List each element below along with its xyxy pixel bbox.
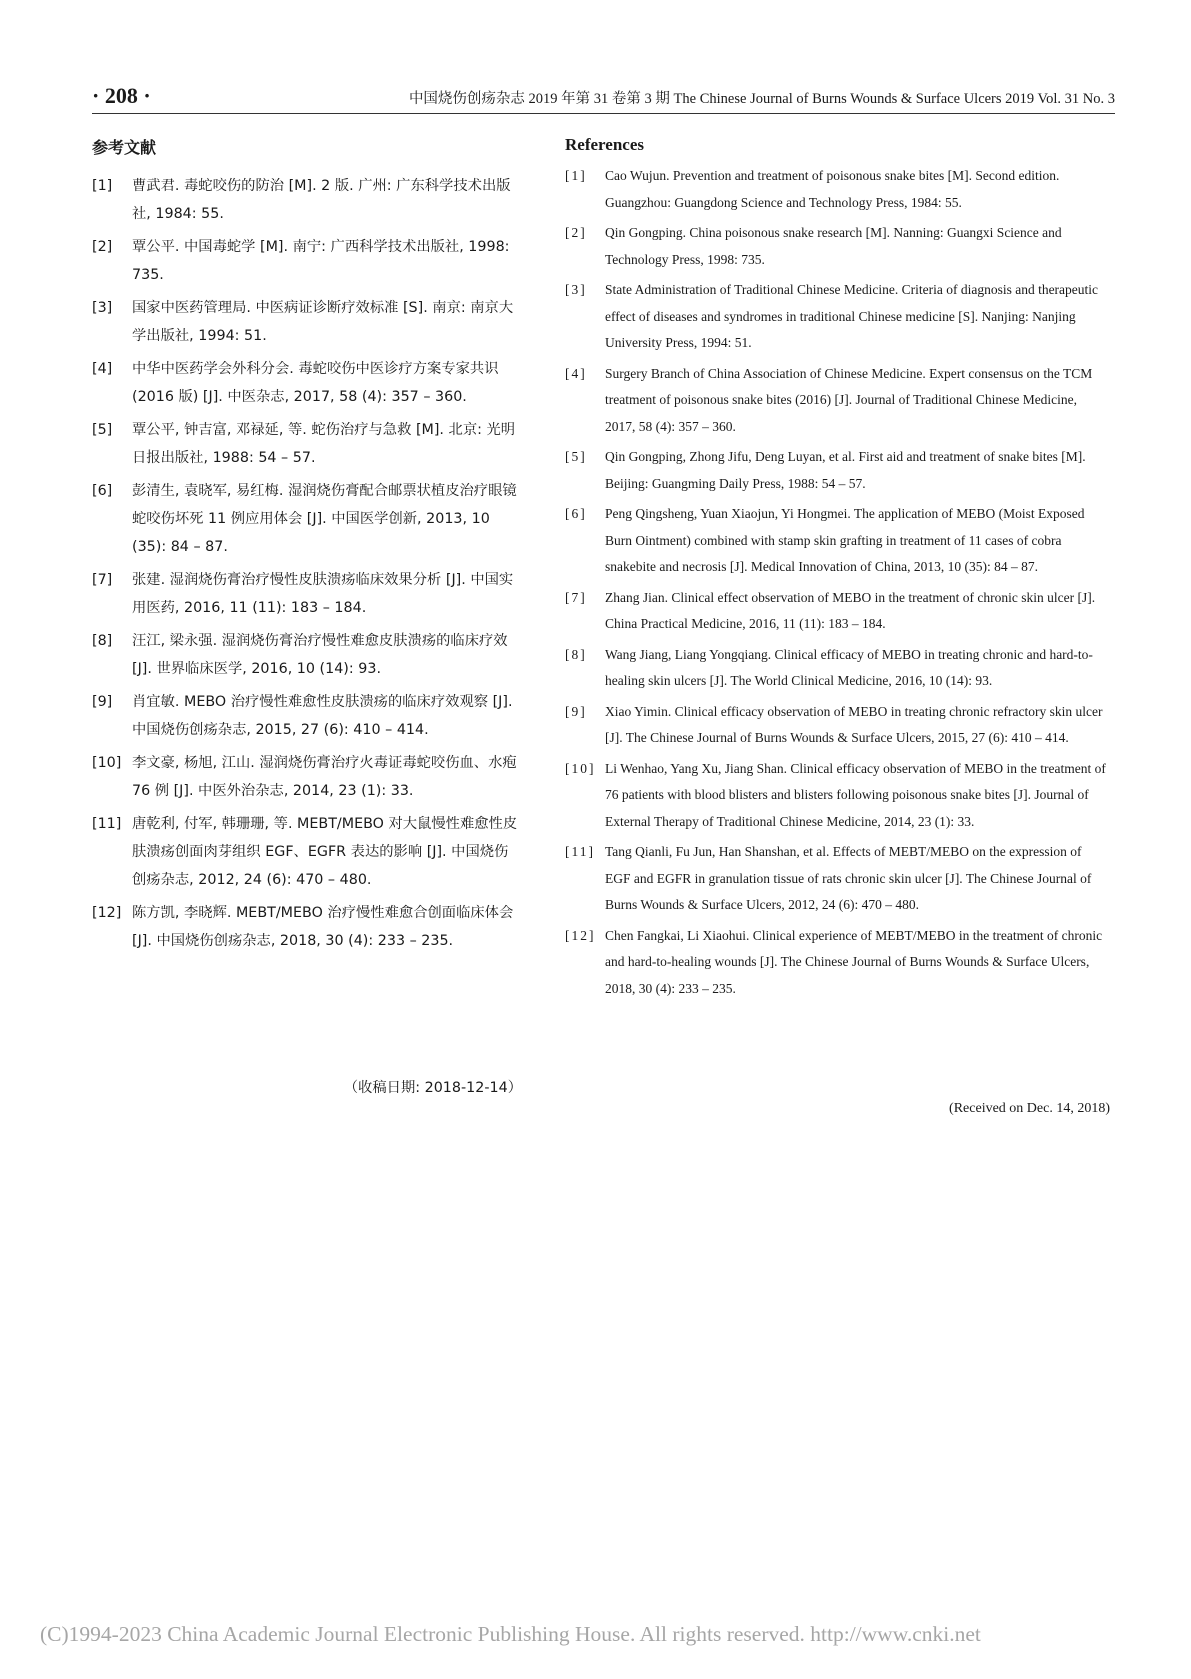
reference-number: [8]	[565, 646, 587, 662]
copyright-footer: (C)1994-2023 China Academic Journal Electronic Publishing House. All rights reserved. http://www.cnki.net	[40, 1622, 981, 1646]
received-date-cn: （收稿日期: 2018-12-14）	[343, 1080, 522, 1096]
reference-text: Xiao Yimin. Clinical efficacy observation of MEBO in treating chronic refractory skin ulcer [J]. The Chinese Journal of Burns Wounds & Surface Ulcers, 2015, 27 (6): 410 – 414.	[605, 703, 1103, 745]
reference-number: [5]	[92, 422, 113, 438]
reference-cn-item	[92, 355, 522, 411]
reference-text: Tang Qianli, Fu Jun, Han Shanshan, et al. Effects of MEBT/MEBO on the expression of EGF and EGFR in granulation tissue of rats chronic skin ulcer [J]. The Chinese Journal of Burns Wounds & Surface Ulcers, 2012, 24 (6): 470 – 480.	[605, 844, 1092, 912]
reference-text: 覃公平, 钟吉富, 邓禄延, 等. 蛇伤治疗与急救 [M]. 北京: 光明日报出版社, 1988: 54 – 57.	[132, 422, 516, 466]
reference-en-item	[565, 277, 1110, 357]
reference-cn-item	[92, 749, 522, 805]
reference-en-item	[565, 361, 1110, 441]
reference-text: Li Wenhao, Yang Xu, Jiang Shan. Clinical efficacy observation of MEBO in the treatment of 76 patients with blood blisters and blisters following poisonous snake bites [J]. Journal of External Therapy of Traditional Chinese Medicine, 2014, 23 (1): 33.	[605, 760, 1106, 829]
reference-text: Zhang Jian. Clinical effect observation of MEBO in the treatment of chronic skin ulcer [J]. China Practical Medicine, 2016, 11 (11): 183 – 184.	[605, 589, 1096, 631]
received-date-en: (Received on Dec. 14, 2018)	[949, 1101, 1110, 1116]
reference-cn-item	[92, 566, 522, 622]
reference-number: [7]	[565, 589, 587, 605]
reference-text: 曹武君. 毒蛇咬伤的防治 [M]. 2 版. 广州: 广东科学技术出版社, 1984: 55.	[132, 178, 511, 222]
reference-number: [4]	[565, 365, 587, 381]
reference-number: [4]	[92, 361, 113, 377]
reference-number: [11]	[565, 844, 595, 859]
page-header	[92, 83, 1115, 114]
reference-text: Wang Jiang, Liang Yongqiang. Clinical efficacy of MEBO in treating chronic and hard-to-healing skin ulcers [J]. The World Clinical Medicine, 2016, 10 (14): 93.	[605, 646, 1093, 688]
reference-number: [5]	[565, 449, 587, 464]
reference-cn-item	[92, 294, 522, 350]
reference-number: [3]	[565, 282, 587, 297]
reference-cn-item	[92, 688, 522, 744]
reference-cn-item	[92, 899, 522, 955]
reference-number: [6]	[565, 506, 587, 521]
reference-text: 李文豪, 杨旭, 江山. 湿润烧伤膏治疗火毒证毒蛇咬伤血、水疱 76 例 [J]. 中医外治杂志, 2014, 23 (1): 33.	[132, 755, 517, 799]
reference-number: [6]	[92, 483, 113, 499]
reference-number: [7]	[92, 572, 113, 588]
reference-number: [12]	[92, 905, 122, 921]
references-en-list	[565, 163, 1110, 1002]
reference-text: 国家中医药管理局. 中医病证诊断疗效标准 [S]. 南京: 南京大学出版社, 1994: 51.	[132, 300, 514, 344]
references-cn-heading: 参考文献	[92, 138, 157, 157]
references-cn-column	[92, 135, 522, 960]
reference-en-item	[565, 163, 1110, 216]
reference-text: Peng Qingsheng, Yuan Xiaojun, Yi Hongmei. The application of MEBO (Moist Exposed Burn Ointment) combined with stamp skin grafting in treatment of 11 cases of cobra snakebite and necrosis [J]. Medical Innovation of China, 2013, 10 (35): 84 – 87.	[605, 506, 1085, 574]
reference-number: [1]	[565, 168, 587, 183]
reference-text: 覃公平. 中国毒蛇学 [M]. 南宁: 广西科学技术出版社, 1998: 735.	[132, 239, 510, 283]
reference-text: 陈方凯, 李晓辉. MEBT/MEBO 治疗慢性难愈合创面临床体会 [J]. 中国烧伤创疡杂志, 2018, 30 (4): 233 – 235.	[132, 905, 514, 949]
reference-en-item	[565, 444, 1110, 497]
references-en-heading: References	[565, 135, 644, 154]
reference-cn-item	[92, 416, 522, 472]
page-number: · 208 ·	[92, 83, 151, 108]
reference-text: Chen Fangkai, Li Xiaohui. Clinical experience of MEBT/MEBO in the treatment of chronic and hard-to-healing wounds [J]. The Chinese Journal of Burns Wounds & Surface Ulcers, 2018, 30 (4): 233 – 235.	[605, 927, 1103, 996]
reference-number: [10]	[92, 755, 122, 771]
reference-cn-item	[92, 627, 522, 683]
reference-text: 唐乾利, 付军, 韩珊珊, 等. MEBT/MEBO 对大鼠慢性难愈性皮肤溃疡创面肉芽组织 EGF、EGFR 表达的影响 [J]. 中国烧伤创疡杂志, 2012, 24 (6): 470 – 480.	[132, 816, 518, 888]
reference-number: [12]	[565, 927, 596, 943]
reference-en-item	[565, 923, 1110, 1003]
reference-text: Cao Wujun. Prevention and treatment of poisonous snake bites [M]. Second edition. Guangzhou: Guangdong Science and Technology Press, 1984: 55.	[605, 168, 1060, 210]
reference-text: Qin Gongping, Zhong Jifu, Deng Luyan, et al. First aid and treatment of snake bites [M]. Beijing: Guangming Daily Press, 1988: 54 – 57.	[605, 449, 1086, 491]
references-cn-list	[92, 172, 522, 955]
reference-cn-item	[92, 172, 522, 228]
reference-en-item	[565, 839, 1110, 919]
reference-en-item	[565, 501, 1110, 581]
reference-number: [1]	[92, 178, 113, 194]
reference-text: Qin Gongping. China poisonous snake research [M]. Nanning: Guangxi Science and Technology Press, 1998: 735.	[605, 225, 1062, 267]
reference-text: 彭清生, 袁晓军, 易红梅. 湿润烧伤膏配合邮票状植皮治疗眼镜蛇咬伤坏死 11 例应用体会 [J]. 中国医学创新, 2013, 10 (35): 84 – 87.	[132, 483, 517, 555]
reference-text: 肖宜敏. MEBO 治疗慢性难愈性皮肤溃疡的临床疗效观察 [J]. 中国烧伤创疡杂志, 2015, 27 (6): 410 – 414.	[132, 694, 513, 738]
reference-en-item	[565, 699, 1110, 752]
reference-text: 张建. 湿润烧伤膏治疗慢性皮肤溃疡临床效果分析 [J]. 中国实用医药, 2016, 11 (11): 183 – 184.	[132, 572, 514, 616]
references-en-column	[565, 135, 1110, 1006]
reference-text: State Administration of Traditional Chinese Medicine. Criteria of diagnosis and therapeutic effect of diseases and syndromes in traditional Chinese medicine [S]. Nanjing: Nanjing University Press, 1994: 51.	[605, 282, 1099, 350]
reference-number: [9]	[92, 694, 113, 710]
reference-number: [2]	[92, 239, 113, 255]
reference-cn-item	[92, 233, 522, 289]
reference-en-item	[565, 756, 1110, 836]
reference-number: [11]	[92, 816, 122, 832]
reference-en-item	[565, 642, 1110, 695]
reference-number: [2]	[565, 225, 587, 240]
reference-number: [10]	[565, 760, 596, 776]
reference-en-item	[565, 585, 1110, 638]
reference-en-item	[565, 220, 1110, 273]
reference-text: 中华中医药学会外科分会. 毒蛇咬伤中医诊疗方案专家共识 (2016 版) [J]. 中医杂志, 2017, 58 (4): 357 – 360.	[132, 361, 499, 405]
reference-number: [3]	[92, 300, 113, 316]
reference-text: 汪江, 梁永强. 湿润烧伤膏治疗慢性难愈皮肤溃疡的临床疗效 [J]. 世界临床医学, 2016, 10 (14): 93.	[132, 633, 508, 677]
reference-text: Surgery Branch of China Association of Chinese Medicine. Expert consensus on the TCM treatment of poisonous snake bites (2016) [J]. Journal of Traditional Chinese Medicine, 2017, 58 (4): 357 – 360.	[605, 365, 1093, 434]
reference-number: [9]	[565, 703, 587, 719]
reference-cn-item	[92, 810, 522, 894]
reference-number: [8]	[92, 633, 113, 649]
running-head: 中国烧伤创疡杂志 2019 年第 31 卷第 3 期 The Chinese Journal of Burns Wounds & Surface Ulcers 2019 Vol. 31 No. 3	[408, 91, 1115, 107]
reference-cn-item	[92, 477, 522, 561]
